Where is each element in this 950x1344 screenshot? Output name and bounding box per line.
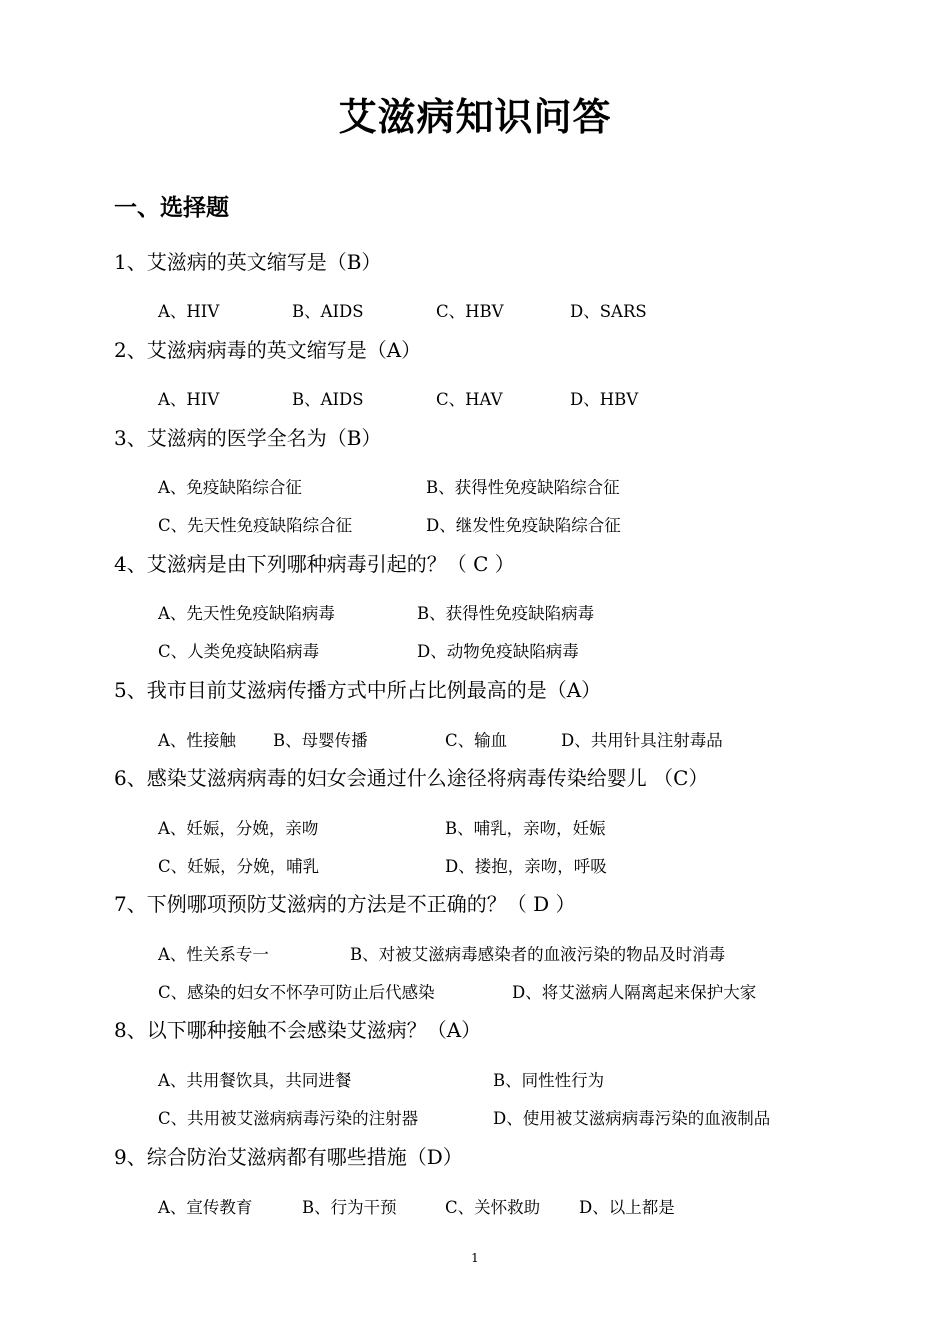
option-2a: A、HIV [158,390,220,409]
option-3b: B、获得性免疫缺陷综合征 [426,478,620,497]
option-5a: A、性接触 [158,731,236,750]
option-2b: B、AIDS [292,390,364,409]
option-4a: A、先天性免疫缺陷病毒 [158,604,335,623]
document-title: 艾滋病知识问答 [338,95,612,139]
option-5d: D、共用针具注射毒品 [561,731,723,750]
section-heading: 一、选择题 [114,195,229,221]
option-2d: D、HBV [570,390,639,409]
option-6c: C、妊娠，分娩，哺乳 [158,857,320,876]
option-1a: A、HIV [158,302,220,321]
option-3d: D、继发性免疫缺陷综合征 [426,516,621,535]
page-number: 1 [471,1251,479,1265]
option-7d: D、将艾滋病人隔离起来保护大家 [512,983,757,1002]
option-5c: C、输血 [445,731,508,750]
question-5: 5、我市目前艾滋病传播方式中所占比例最高的是（A） [114,678,602,702]
option-4b: B、获得性免疫缺陷病毒 [417,604,595,623]
option-1b: B、AIDS [292,302,364,321]
option-8a: A、共用餐饮具，共同进餐 [158,1071,352,1090]
question-1: 1、艾滋病的英文缩写是（B） [114,250,382,274]
option-8c: C、共用被艾滋病病毒污染的注射器 [158,1109,419,1128]
option-8d: D、使用被艾滋病病毒污染的血液制品 [493,1109,771,1128]
option-9c: C、关怀救助 [445,1198,541,1217]
question-4: 4、艾滋病是由下列哪种病毒引起的？（ C ） [114,552,515,576]
option-1c: C、HBV [436,302,504,321]
option-3a: A、免疫缺陷综合征 [158,478,302,497]
option-6a: A、妊娠，分娩，亲吻 [158,819,319,838]
question-2: 2、艾滋病病毒的英文缩写是（A） [114,338,422,362]
question-7: 7、下例哪项预防艾滋病的方法是不正确的？（ D ） [114,892,576,916]
option-9b: B、行为干预 [302,1198,397,1217]
option-9d: D、以上都是 [579,1198,675,1217]
option-7b: B、对被艾滋病毒感染者的血液污染的物品及时消毒 [350,945,726,964]
question-8: 8、以下哪种接触不会感染艾滋病？（A） [114,1018,482,1042]
option-4c: C、人类免疫缺陷病毒 [158,642,320,661]
option-1d: D、SARS [570,302,647,321]
option-6d: D、搂抱，亲吻，呼吸 [445,857,607,876]
question-3: 3、艾滋病的医学全名为（B） [114,426,382,450]
option-7c: C、感染的妇女不怀孕可防止后代感染 [158,983,435,1002]
option-2c: C、HAV [436,390,503,409]
question-9: 9、综合防治艾滋病都有哪些措施（D） [114,1145,463,1169]
option-4d: D、动物免疫缺陷病毒 [417,642,579,661]
question-6: 6、感染艾滋病病毒的妇女会通过什么途径将病毒传染给婴儿 （C） [114,766,709,790]
option-6b: B、哺乳，亲吻，妊娠 [445,819,606,838]
option-5b: B、母婴传播 [273,731,368,750]
option-8b: B、同性性行为 [493,1071,605,1090]
option-9a: A、宣传教育 [158,1198,253,1217]
option-7a: A、性关系专一 [158,945,269,964]
option-3c: C、先天性免疫缺陷综合征 [158,516,353,535]
